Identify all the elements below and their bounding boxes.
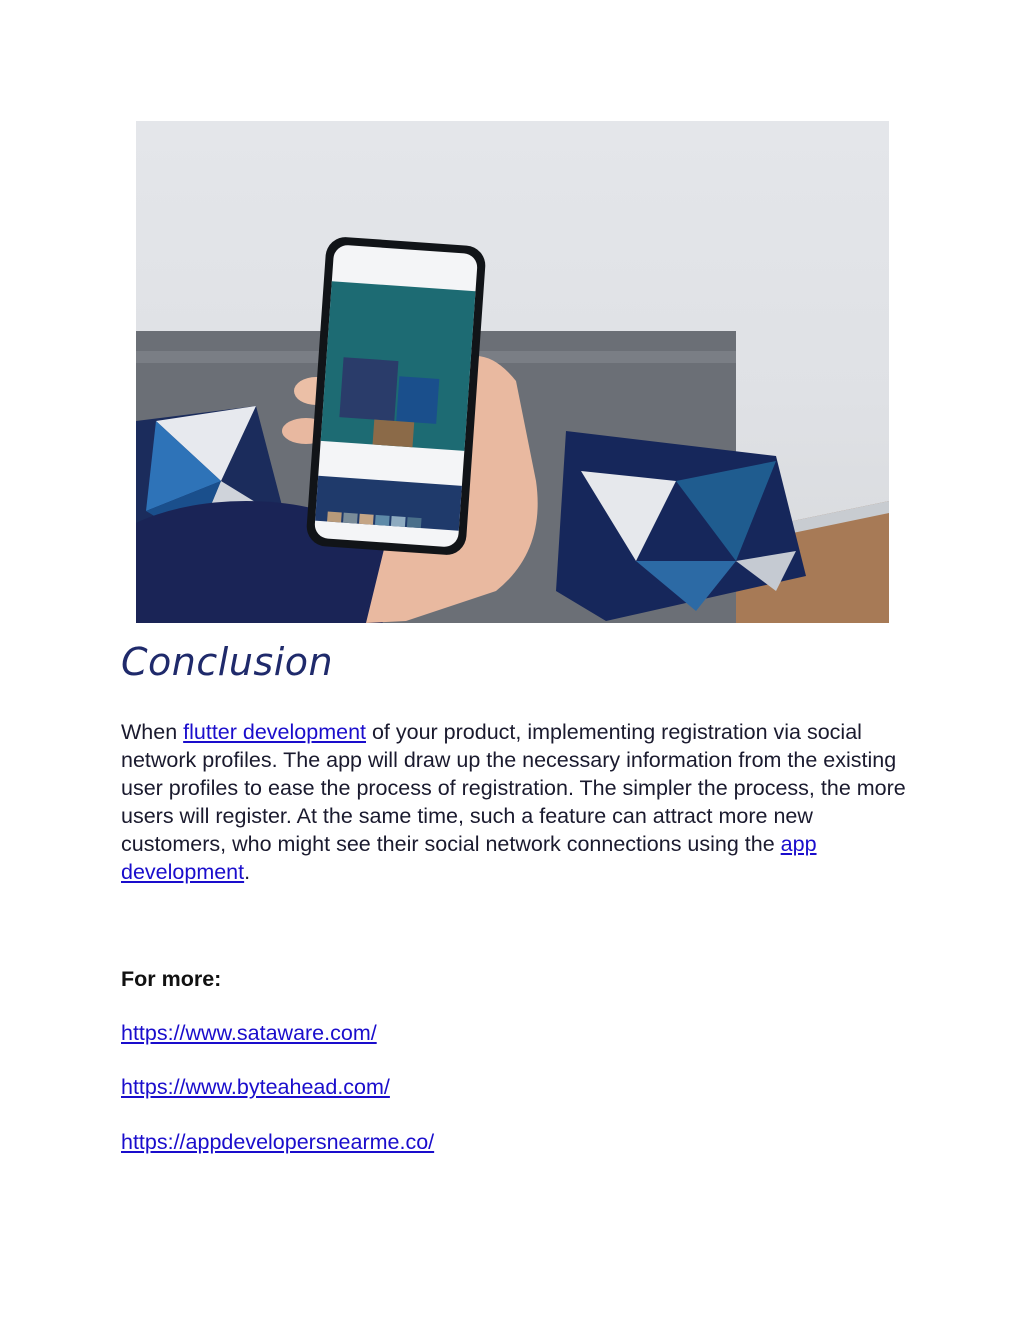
paragraph-text-start: When [121, 720, 184, 744]
for-more-label: For more: [121, 967, 222, 991]
photo-phone-icon [136, 121, 889, 623]
hero-photo [136, 121, 889, 623]
sataware-link[interactable]: https://www.sataware.com/ [121, 1021, 377, 1045]
appdevelopersnearme-link[interactable]: https://appdevelopersnearme.co/ [121, 1130, 435, 1154]
conclusion-paragraph [121, 718, 911, 886]
paragraph-text-middle: of your product, implementing registration via social network profiles. The app will draw up the necessary information from the existing user profiles to ease the process of registration. The simpler the process, the more users will register. At the same time, such a feature can attract more new customers, who might see their social network connections using the [121, 720, 906, 856]
paragraph-text-end: . [244, 860, 251, 884]
app-development-link[interactable]: app development [121, 832, 817, 884]
flutter-development-link[interactable]: flutter development [183, 720, 366, 744]
page-title: Conclusion [121, 640, 334, 684]
byteahead-link[interactable]: https://www.byteahead.com/ [121, 1075, 390, 1099]
